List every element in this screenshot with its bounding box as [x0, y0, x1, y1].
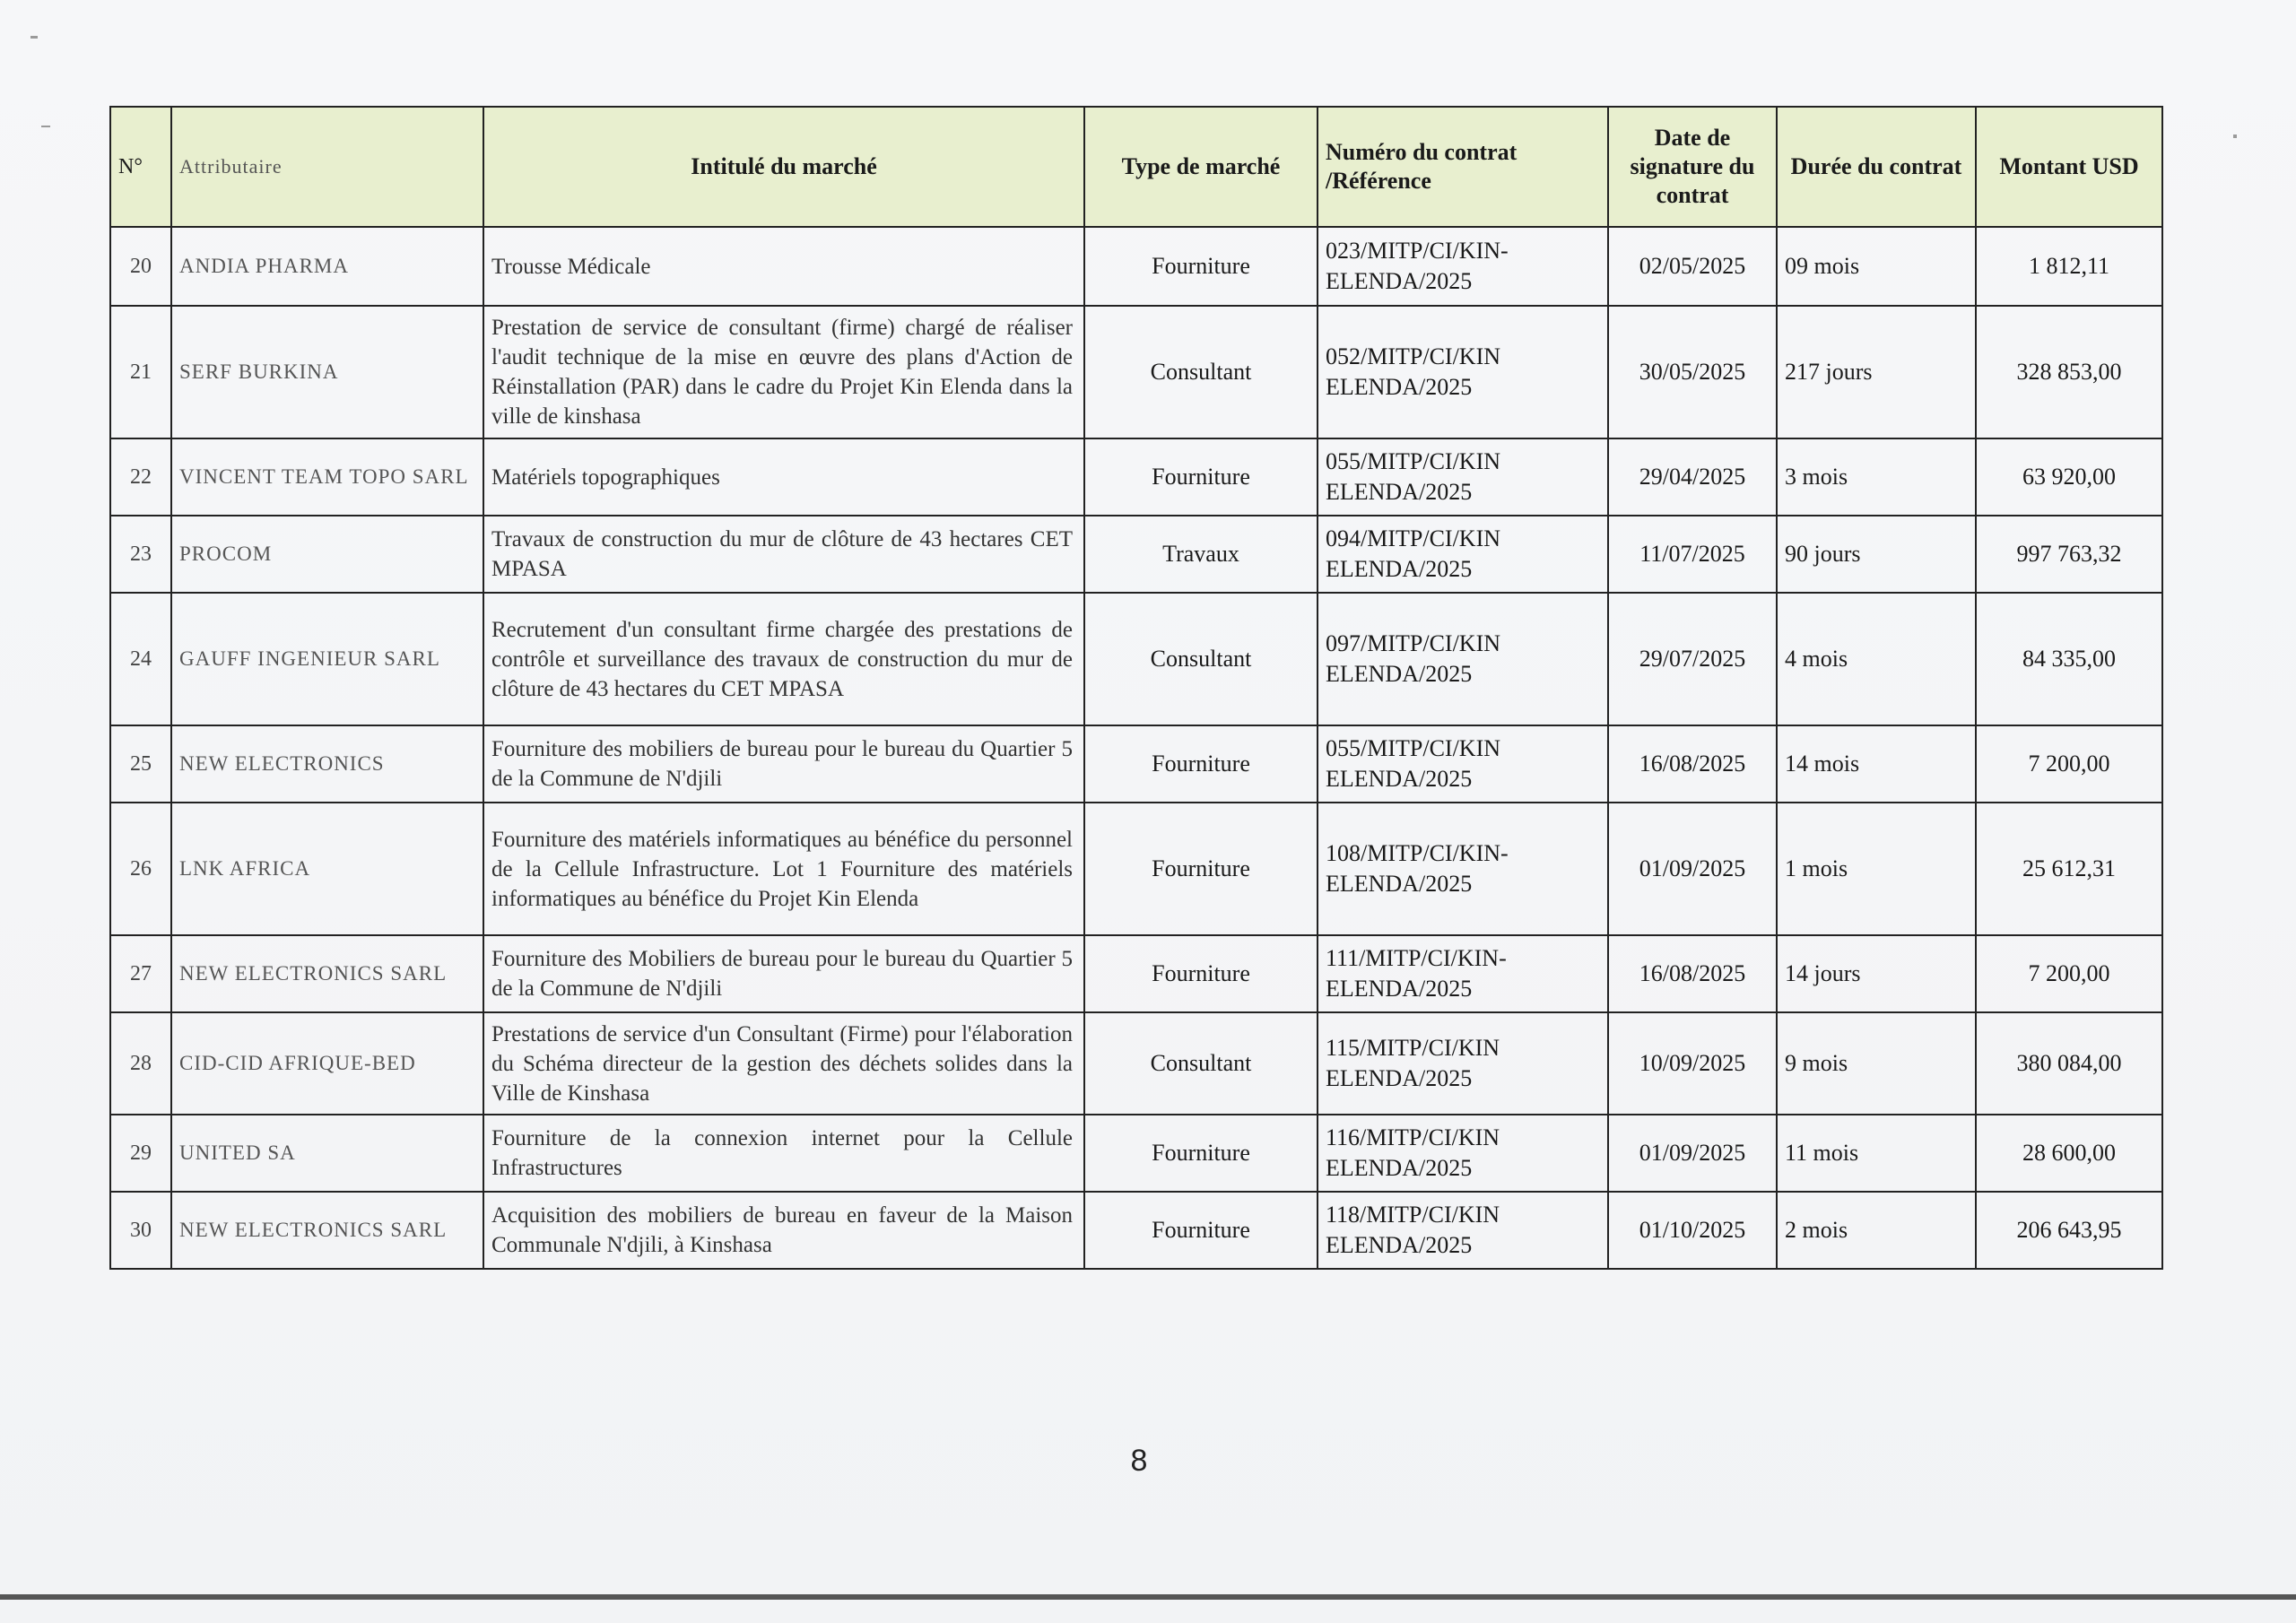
cell-date: 10/09/2025 — [1608, 1012, 1777, 1115]
table-row — [110, 227, 2162, 306]
cell-duree: 14 jours — [1777, 935, 1976, 1012]
scan-speck — [41, 126, 50, 127]
cell-attributaire: SERF BURKINA — [171, 306, 483, 438]
scan-bottom-edge — [0, 1594, 2296, 1600]
cell-type: Fourniture — [1084, 227, 1318, 306]
cell-contrat: 055/MITP/CI/KIN ELENDA/2025 — [1318, 725, 1608, 803]
cell-attributaire: LNK AFRICA — [171, 803, 483, 935]
cell-date: 29/07/2025 — [1608, 593, 1777, 725]
header-date: Date de signature du contrat — [1608, 107, 1777, 227]
header-attributaire: Attributaire — [171, 107, 483, 227]
cell-attributaire: VINCENT TEAM TOPO SARL — [171, 438, 483, 516]
cell-attributaire: GAUFF INGENIEUR SARL — [171, 593, 483, 725]
table-row — [110, 438, 2162, 516]
cell-contrat: 111/MITP/CI/KIN-ELENDA/2025 — [1318, 935, 1608, 1012]
table-row — [110, 1192, 2162, 1269]
table-row — [110, 306, 2162, 438]
cell-duree: 9 mois — [1777, 1012, 1976, 1115]
cell-num: 28 — [110, 1012, 171, 1115]
header-duree: Durée du contrat — [1777, 107, 1976, 227]
header-montant: Montant USD — [1976, 107, 2162, 227]
table-row — [110, 593, 2162, 725]
cell-intitule: Fourniture des matériels informatiques au bénéfice du personnel de la Cellule Infrastructure. Lot 1 Fourniture des matériels informatiques au bénéfice du Projet Kin Elenda — [483, 803, 1084, 935]
cell-montant: 84 335,00 — [1976, 593, 2162, 725]
cell-montant: 7 200,00 — [1976, 935, 2162, 1012]
cell-attributaire: UNITED SA — [171, 1115, 483, 1192]
cell-duree: 4 mois — [1777, 593, 1976, 725]
cell-duree: 90 jours — [1777, 516, 1976, 593]
cell-attributaire: NEW ELECTRONICS — [171, 725, 483, 803]
cell-type: Fourniture — [1084, 725, 1318, 803]
cell-contrat: 023/MITP/CI/KIN-ELENDA/2025 — [1318, 227, 1608, 306]
cell-contrat: 052/MITP/CI/KIN ELENDA/2025 — [1318, 306, 1608, 438]
cell-num: 22 — [110, 438, 171, 516]
cell-intitule: Acquisition des mobiliers de bureau en faveur de la Maison Communale N'djili, à Kinshasa — [483, 1192, 1084, 1269]
cell-duree: 11 mois — [1777, 1115, 1976, 1192]
cell-intitule: Fourniture des mobiliers de bureau pour le bureau du Quartier 5 de la Commune de N'djili — [483, 725, 1084, 803]
page-number: 8 — [1130, 1444, 1148, 1478]
header-contrat: Numéro du contrat /Référence — [1318, 107, 1608, 227]
cell-date: 30/05/2025 — [1608, 306, 1777, 438]
cell-date: 02/05/2025 — [1608, 227, 1777, 306]
cell-montant: 380 084,00 — [1976, 1012, 2162, 1115]
cell-type: Consultant — [1084, 1012, 1318, 1115]
cell-duree: 3 mois — [1777, 438, 1976, 516]
cell-num: 24 — [110, 593, 171, 725]
header-num: N° — [110, 107, 171, 227]
cell-attributaire: NEW ELECTRONICS SARL — [171, 1192, 483, 1269]
cell-montant: 206 643,95 — [1976, 1192, 2162, 1269]
cell-date: 01/09/2025 — [1608, 803, 1777, 935]
cell-date: 01/10/2025 — [1608, 1192, 1777, 1269]
contracts-table — [109, 106, 2163, 1270]
cell-duree: 1 mois — [1777, 803, 1976, 935]
cell-date: 16/08/2025 — [1608, 935, 1777, 1012]
cell-montant: 25 612,31 — [1976, 803, 2162, 935]
cell-intitule: Travaux de construction du mur de clôture de 43 hectares CET MPASA — [483, 516, 1084, 593]
cell-duree: 14 mois — [1777, 725, 1976, 803]
cell-num: 30 — [110, 1192, 171, 1269]
cell-intitule: Recrutement d'un consultant firme chargée des prestations de contrôle et surveillance des travaux de construction du mur de clôture de 43 hectares du CET MPASA — [483, 593, 1084, 725]
cell-num: 26 — [110, 803, 171, 935]
cell-num: 25 — [110, 725, 171, 803]
cell-intitule: Prestations de service d'un Consultant (Firme) pour l'élaboration du Schéma directeur de la gestion des déchets solides dans la Ville de Kinshasa — [483, 1012, 1084, 1115]
cell-attributaire: ANDIA PHARMA — [171, 227, 483, 306]
cell-montant: 1 812,11 — [1976, 227, 2162, 306]
scan-speck — [30, 36, 38, 39]
table-row — [110, 935, 2162, 1012]
cell-type: Consultant — [1084, 306, 1318, 438]
cell-contrat: 094/MITP/CI/KIN ELENDA/2025 — [1318, 516, 1608, 593]
cell-contrat: 116/MITP/CI/KIN ELENDA/2025 — [1318, 1115, 1608, 1192]
cell-montant: 63 920,00 — [1976, 438, 2162, 516]
cell-contrat: 097/MITP/CI/KIN ELENDA/2025 — [1318, 593, 1608, 725]
cell-duree: 217 jours — [1777, 306, 1976, 438]
cell-date: 11/07/2025 — [1608, 516, 1777, 593]
cell-type: Fourniture — [1084, 438, 1318, 516]
table-row — [110, 803, 2162, 935]
cell-attributaire: CID-CID AFRIQUE-BED — [171, 1012, 483, 1115]
table-row — [110, 1012, 2162, 1115]
cell-type: Fourniture — [1084, 1115, 1318, 1192]
contracts-table-container — [109, 106, 2161, 1270]
cell-intitule: Trousse Médicale — [483, 227, 1084, 306]
scan-speck — [2233, 135, 2237, 138]
table-header-row — [110, 107, 2162, 227]
cell-duree: 09 mois — [1777, 227, 1976, 306]
cell-num: 20 — [110, 227, 171, 306]
header-intitule: Intitulé du marché — [483, 107, 1084, 227]
cell-num: 21 — [110, 306, 171, 438]
cell-type: Fourniture — [1084, 1192, 1318, 1269]
cell-type: Travaux — [1084, 516, 1318, 593]
cell-contrat: 118/MITP/CI/KIN ELENDA/2025 — [1318, 1192, 1608, 1269]
cell-num: 27 — [110, 935, 171, 1012]
table-row — [110, 516, 2162, 593]
header-type: Type de marché — [1084, 107, 1318, 227]
cell-attributaire: PROCOM — [171, 516, 483, 593]
cell-intitule: Prestation de service de consultant (firme) chargé de réaliser l'audit technique de la mise en œuvre des plans d'Action de Réinstallation (PAR) dans le cadre du Projet Kin Elenda dans la ville de kinshasa — [483, 306, 1084, 438]
cell-intitule: Fourniture des Mobiliers de bureau pour le bureau du Quartier 5 de la Commune de N'djili — [483, 935, 1084, 1012]
cell-montant: 328 853,00 — [1976, 306, 2162, 438]
cell-type: Fourniture — [1084, 935, 1318, 1012]
cell-montant: 997 763,32 — [1976, 516, 2162, 593]
cell-intitule: Matériels topographiques — [483, 438, 1084, 516]
cell-date: 16/08/2025 — [1608, 725, 1777, 803]
cell-contrat: 115/MITP/CI/KIN ELENDA/2025 — [1318, 1012, 1608, 1115]
cell-duree: 2 mois — [1777, 1192, 1976, 1269]
cell-date: 01/09/2025 — [1608, 1115, 1777, 1192]
cell-contrat: 108/MITP/CI/KIN-ELENDA/2025 — [1318, 803, 1608, 935]
cell-date: 29/04/2025 — [1608, 438, 1777, 516]
cell-contrat: 055/MITP/CI/KIN ELENDA/2025 — [1318, 438, 1608, 516]
cell-num: 23 — [110, 516, 171, 593]
cell-attributaire: NEW ELECTRONICS SARL — [171, 935, 483, 1012]
cell-montant: 7 200,00 — [1976, 725, 2162, 803]
cell-type: Consultant — [1084, 593, 1318, 725]
cell-montant: 28 600,00 — [1976, 1115, 2162, 1192]
table-row — [110, 725, 2162, 803]
cell-num: 29 — [110, 1115, 171, 1192]
cell-intitule: Fourniture de la connexion internet pour la Cellule Infrastructures — [483, 1115, 1084, 1192]
cell-type: Fourniture — [1084, 803, 1318, 935]
table-row — [110, 1115, 2162, 1192]
